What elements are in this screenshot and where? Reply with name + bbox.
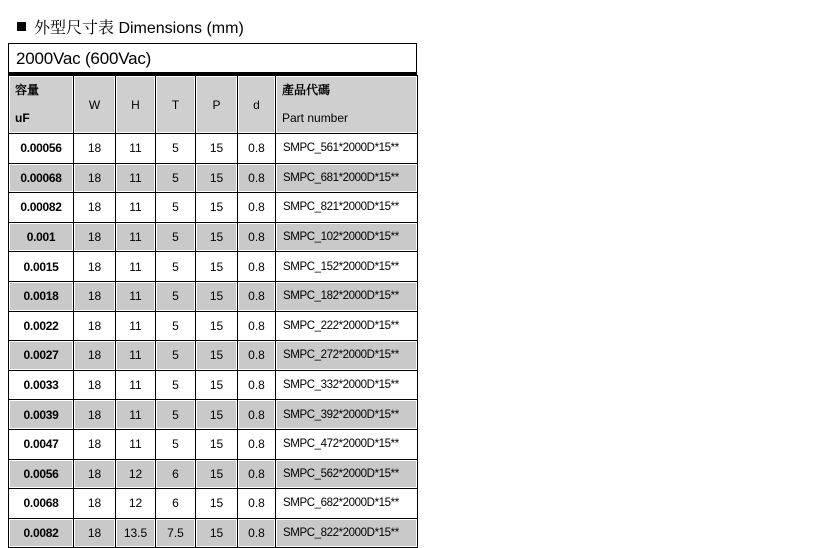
- capacitance-cell: 0.001: [9, 222, 74, 252]
- h-cell: 11: [116, 370, 156, 400]
- w-cell: 18: [74, 518, 116, 548]
- t-cell: 5: [156, 134, 196, 164]
- h-cell: 12: [116, 489, 156, 519]
- h-cell: 11: [116, 193, 156, 223]
- capacitance-cell: 0.0082: [9, 518, 74, 548]
- h-cell: 11: [116, 311, 156, 341]
- part-number-cell: SMPC_561*2000D*15**: [276, 134, 418, 164]
- h-cell: 13.5: [116, 518, 156, 548]
- t-cell: 5: [156, 281, 196, 311]
- table-row: [9, 518, 418, 548]
- p-cell: 15: [196, 252, 238, 282]
- d-cell: 0.8: [238, 163, 276, 193]
- capacitance-unit-label: uF: [15, 111, 30, 125]
- h-cell: 11: [116, 252, 156, 282]
- w-cell: 18: [74, 429, 116, 459]
- part-number-cell: SMPC_332*2000D*15**: [276, 370, 418, 400]
- part-number-cell: SMPC_681*2000D*15**: [276, 163, 418, 193]
- t-column-header: T: [156, 76, 196, 134]
- t-cell: 5: [156, 222, 196, 252]
- w-cell: 18: [74, 281, 116, 311]
- part-number-cell: SMPC_272*2000D*15**: [276, 341, 418, 371]
- p-cell: 15: [196, 370, 238, 400]
- table-row: [9, 459, 418, 489]
- t-cell: 6: [156, 489, 196, 519]
- table-row: [9, 163, 418, 193]
- h-cell: 11: [116, 429, 156, 459]
- t-cell: 5: [156, 341, 196, 371]
- w-cell: 18: [74, 193, 116, 223]
- d-cell: 0.8: [238, 518, 276, 548]
- part-number-cell: SMPC_102*2000D*15**: [276, 222, 418, 252]
- t-cell: 5: [156, 370, 196, 400]
- p-cell: 15: [196, 459, 238, 489]
- h-cell: 11: [116, 134, 156, 164]
- table-row: [9, 489, 418, 519]
- p-cell: 15: [196, 311, 238, 341]
- part-number-header-english: Part number: [282, 111, 349, 125]
- part-number-cell: SMPC_392*2000D*15**: [276, 400, 418, 430]
- h-column-header: H: [116, 76, 156, 134]
- w-column-header: W: [74, 76, 116, 134]
- table-row: [9, 341, 418, 371]
- capacitance-column-header: [9, 76, 74, 134]
- table-row: [9, 311, 418, 341]
- table-row: [9, 222, 418, 252]
- p-cell: 15: [196, 134, 238, 164]
- capacitance-cell: 0.0027: [9, 341, 74, 371]
- w-cell: 18: [74, 341, 116, 371]
- capacitance-cell: 0.0018: [9, 281, 74, 311]
- p-cell: 15: [196, 222, 238, 252]
- h-cell: 11: [116, 281, 156, 311]
- p-column-header: P: [196, 76, 238, 134]
- d-cell: 0.8: [238, 459, 276, 489]
- t-cell: 7.5: [156, 518, 196, 548]
- w-cell: 18: [74, 459, 116, 489]
- w-cell: 18: [74, 370, 116, 400]
- t-cell: 5: [156, 163, 196, 193]
- table-body: [9, 134, 418, 548]
- square-bullet-icon: [17, 22, 26, 31]
- capacitance-cell: 0.0056: [9, 459, 74, 489]
- d-cell: 0.8: [238, 489, 276, 519]
- d-cell: 0.8: [238, 429, 276, 459]
- d-column-header: d: [238, 76, 276, 134]
- voltage-rating-label: 2000Vac (600Vac): [8, 43, 417, 75]
- w-cell: 18: [74, 252, 116, 282]
- capacitance-cell: 0.0033: [9, 370, 74, 400]
- table-row: [9, 370, 418, 400]
- capacitance-cell: 0.0068: [9, 489, 74, 519]
- d-cell: 0.8: [238, 252, 276, 282]
- d-cell: 0.8: [238, 134, 276, 164]
- t-cell: 5: [156, 252, 196, 282]
- p-cell: 15: [196, 341, 238, 371]
- p-cell: 15: [196, 489, 238, 519]
- d-cell: 0.8: [238, 222, 276, 252]
- dimensions-table-container: [8, 43, 417, 548]
- t-cell: 6: [156, 459, 196, 489]
- p-cell: 15: [196, 281, 238, 311]
- t-cell: 5: [156, 400, 196, 430]
- h-cell: 11: [116, 163, 156, 193]
- t-cell: 5: [156, 193, 196, 223]
- table-row: [9, 193, 418, 223]
- capacitance-cell: 0.00068: [9, 163, 74, 193]
- capacitance-cell: 0.0015: [9, 252, 74, 282]
- t-cell: 5: [156, 429, 196, 459]
- dimensions-table: [8, 75, 418, 548]
- d-cell: 0.8: [238, 193, 276, 223]
- w-cell: 18: [74, 489, 116, 519]
- capacitance-cell: 0.0022: [9, 311, 74, 341]
- table-row: [9, 400, 418, 430]
- w-cell: 18: [74, 400, 116, 430]
- part-number-cell: SMPC_821*2000D*15**: [276, 193, 418, 223]
- w-cell: 18: [74, 134, 116, 164]
- d-cell: 0.8: [238, 400, 276, 430]
- h-cell: 11: [116, 400, 156, 430]
- part-number-cell: SMPC_822*2000D*15**: [276, 518, 418, 548]
- part-number-cell: SMPC_152*2000D*15**: [276, 252, 418, 282]
- t-cell: 5: [156, 311, 196, 341]
- capacitance-cell: 0.00082: [9, 193, 74, 223]
- section-title: 外型尺寸表 Dimensions (mm): [34, 20, 244, 37]
- p-cell: 15: [196, 518, 238, 548]
- capacitance-cell: 0.0039: [9, 400, 74, 430]
- p-cell: 15: [196, 400, 238, 430]
- w-cell: 18: [74, 163, 116, 193]
- d-cell: 0.8: [238, 311, 276, 341]
- part-number-cell: SMPC_682*2000D*15**: [276, 489, 418, 519]
- table-header-row: [9, 76, 418, 134]
- p-cell: 15: [196, 193, 238, 223]
- capacitance-header-label: 容量: [15, 83, 40, 97]
- section-heading: [17, 19, 244, 39]
- d-cell: 0.8: [238, 281, 276, 311]
- d-cell: 0.8: [238, 370, 276, 400]
- part-number-cell: SMPC_182*2000D*15**: [276, 281, 418, 311]
- table-row: [9, 429, 418, 459]
- part-number-cell: SMPC_222*2000D*15**: [276, 311, 418, 341]
- w-cell: 18: [74, 311, 116, 341]
- p-cell: 15: [196, 163, 238, 193]
- table-row: [9, 134, 418, 164]
- h-cell: 11: [116, 222, 156, 252]
- part-number-header-chinese: 產品代碼: [282, 83, 331, 97]
- w-cell: 18: [74, 222, 116, 252]
- table-row: [9, 281, 418, 311]
- part-number-cell: SMPC_472*2000D*15**: [276, 429, 418, 459]
- h-cell: 11: [116, 341, 156, 371]
- capacitance-cell: 0.0047: [9, 429, 74, 459]
- part-number-cell: SMPC_562*2000D*15**: [276, 459, 418, 489]
- table-row: [9, 252, 418, 282]
- capacitance-cell: 0.00056: [9, 134, 74, 164]
- h-cell: 12: [116, 459, 156, 489]
- p-cell: 15: [196, 429, 238, 459]
- part-number-column-header: [276, 76, 418, 134]
- d-cell: 0.8: [238, 341, 276, 371]
